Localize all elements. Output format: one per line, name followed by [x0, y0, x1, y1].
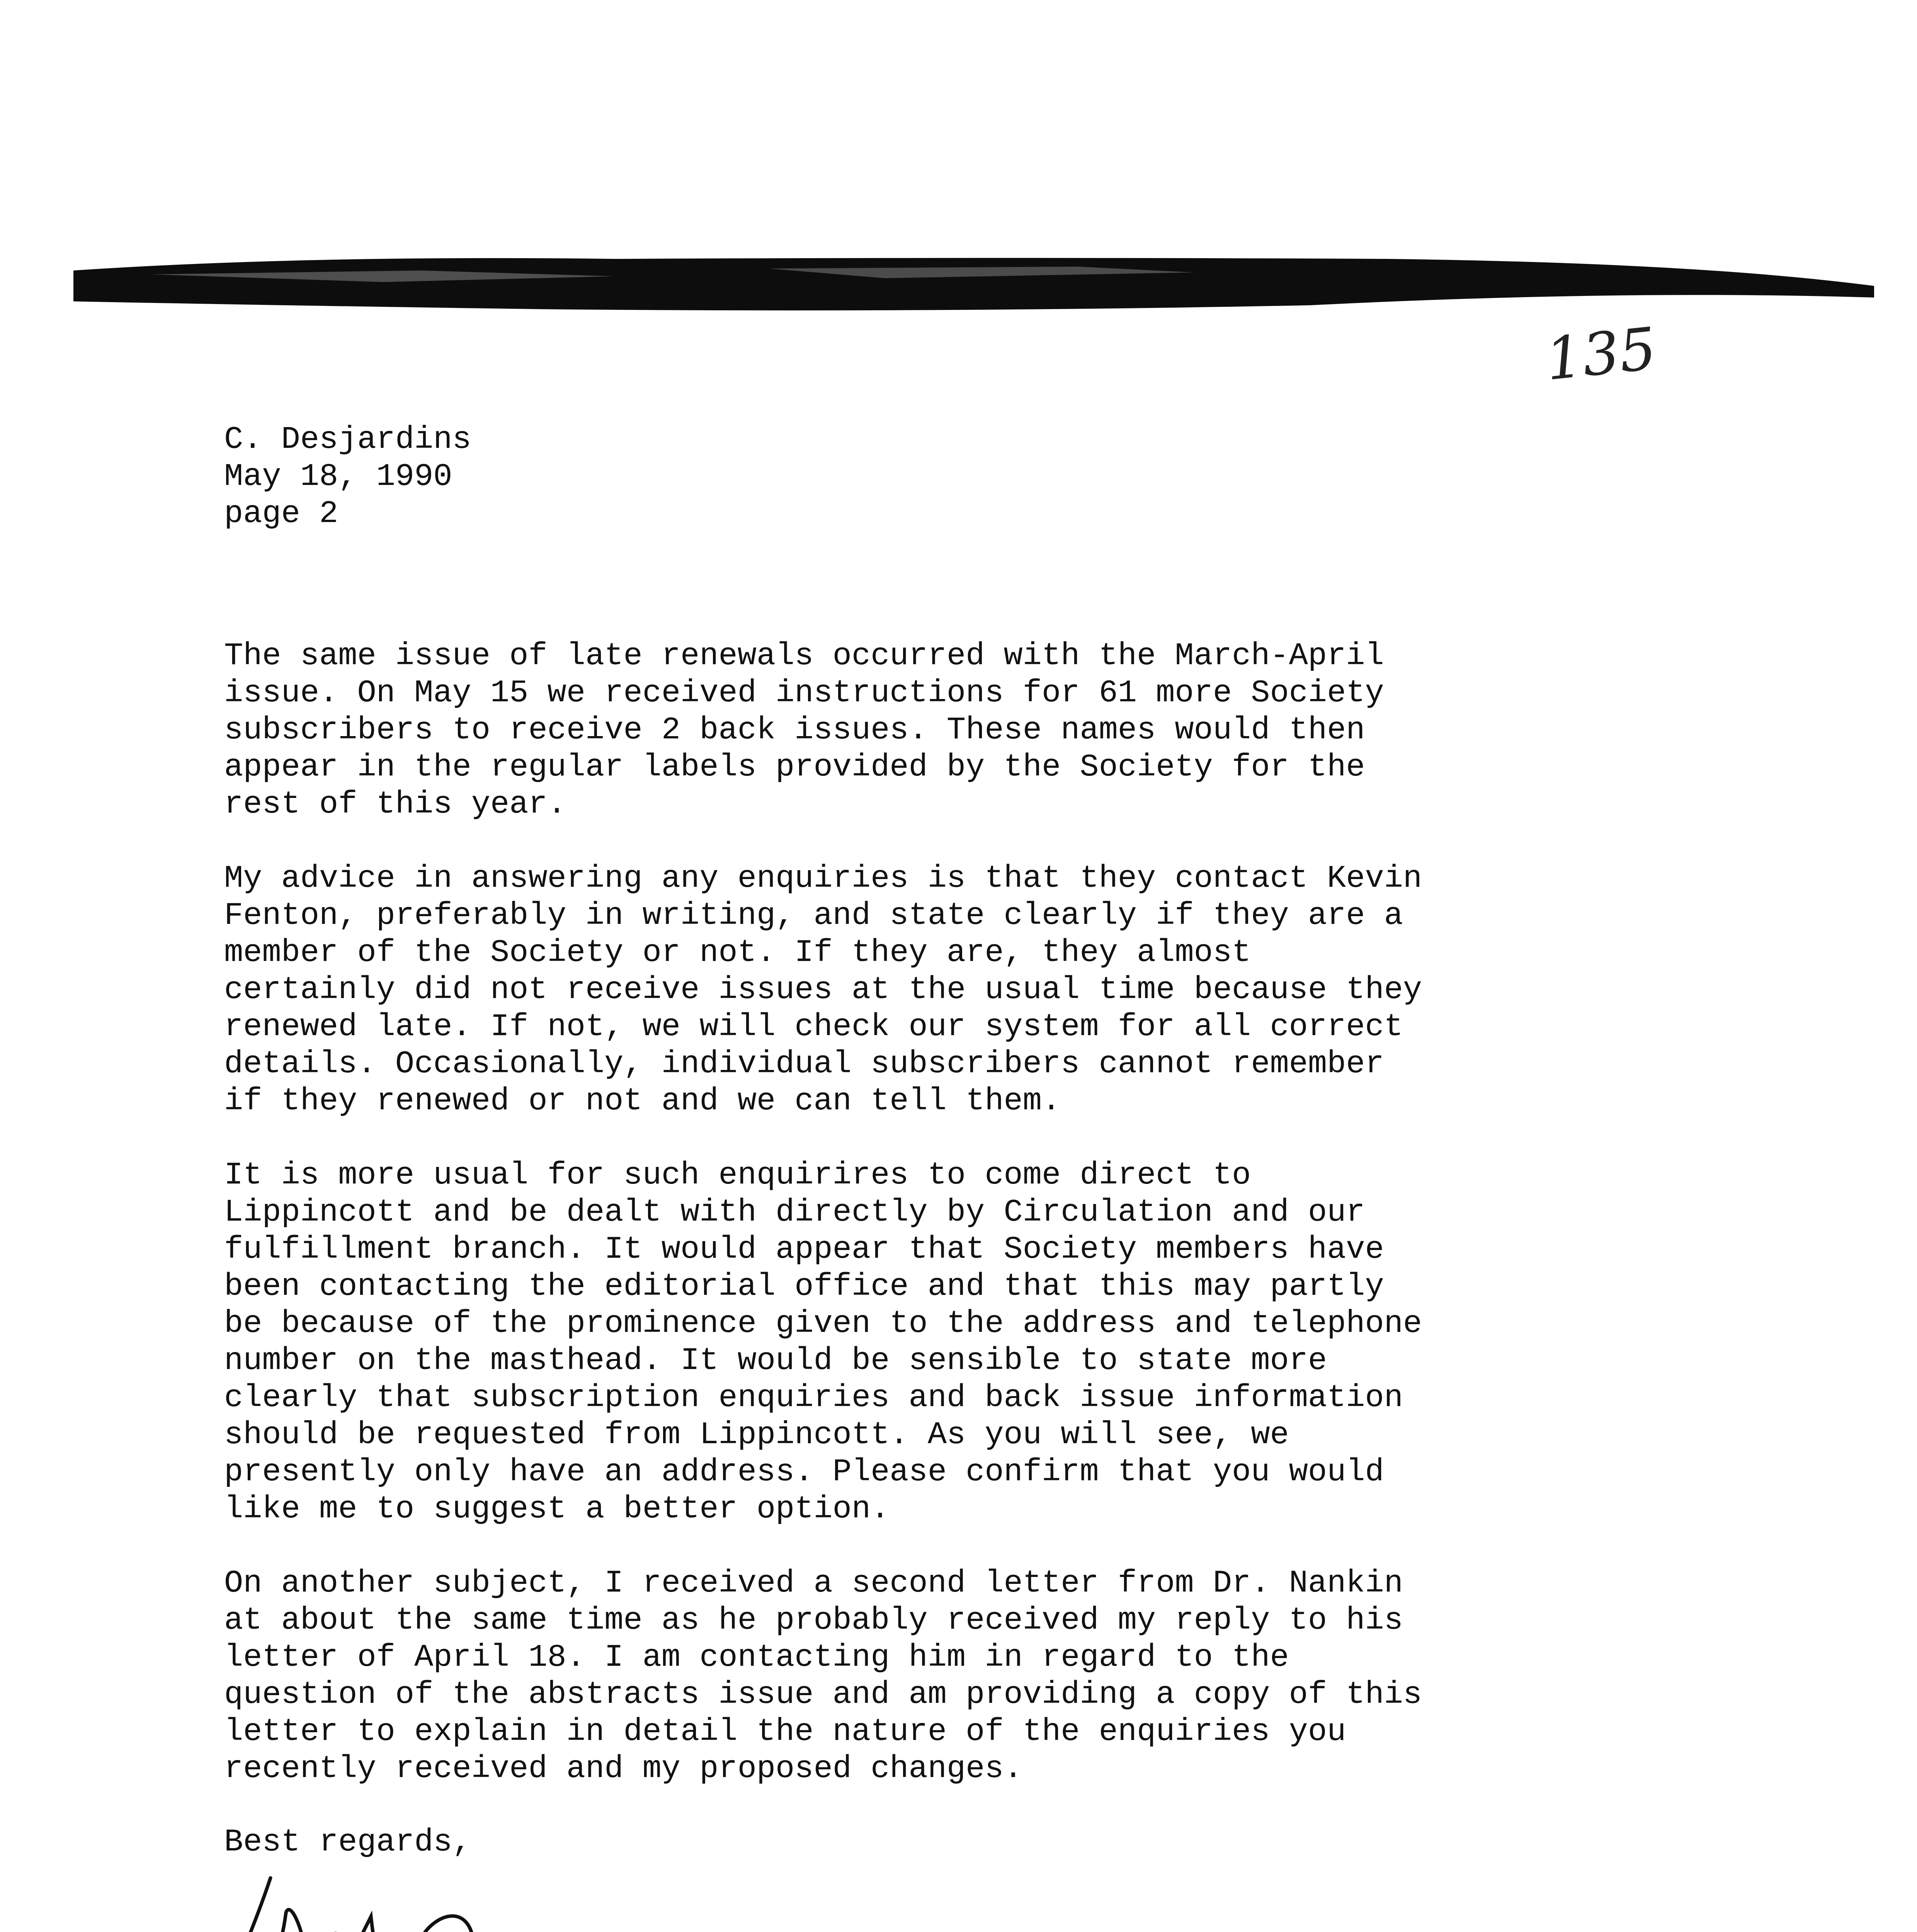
- paragraph-enquiries-advice: My advice in answering any enquiries is that they contact Kevin Fenton, preferably in writing, and state clearly if they are a member of the Society or not. If they are, they almost certainly did not receive issues at the usual time because they renewed late. If not, we will check our system for all correct details. Occasionally, individual subscribers cannot remember if they renewed or not and we can tell them.: [224, 861, 1422, 1119]
- paragraph-dr-nankin: On another subject, I received a second letter from Dr. Nankin at about the same time as he probably received my reply to his letter of April 18. I am contacting him in regard to the question of the abstracts issue and am providing a copy of this letter to explain in detail the nature of the enquiries you recently received and my proposed changes.: [224, 1565, 1422, 1787]
- letter-header: [224, 421, 471, 532]
- recipient-name: C. Desjardins: [224, 422, 471, 457]
- letter-date: May 18, 1990: [224, 459, 452, 495]
- closing-salutation: Best regards,: [224, 1824, 471, 1860]
- paragraph-lippincott-enquiries: It is more usual for such enquirires to come direct to Lippincott and be dealt with directly by Circulation and our fulfillment branch. It would appear that Society members have been contacting the editorial office and that this may partly be because of the prominence given to the address and telephone number on the masthead. It would be sensible to state more clearly that subscription enquiries and back issue information should be requested from Lippincott. As you will see, we presently only have an address. Please confirm that you would like me to suggest a better option.: [224, 1157, 1422, 1527]
- scan-artifact-top-bar: [73, 247, 1874, 321]
- handwritten-signature: [209, 1855, 788, 1932]
- paragraph-late-renewals: The same issue of late renewals occurred with the March-April issue. On May 15 we received instructions for 61 more Society subscribers to receive 2 back issues. These names would then appear in the regular labels provided by the Society for the rest of this year.: [224, 638, 1384, 822]
- letter-body: [224, 638, 1654, 1825]
- handwritten-page-number: 135: [1542, 315, 1660, 394]
- page-label: page 2: [224, 496, 338, 532]
